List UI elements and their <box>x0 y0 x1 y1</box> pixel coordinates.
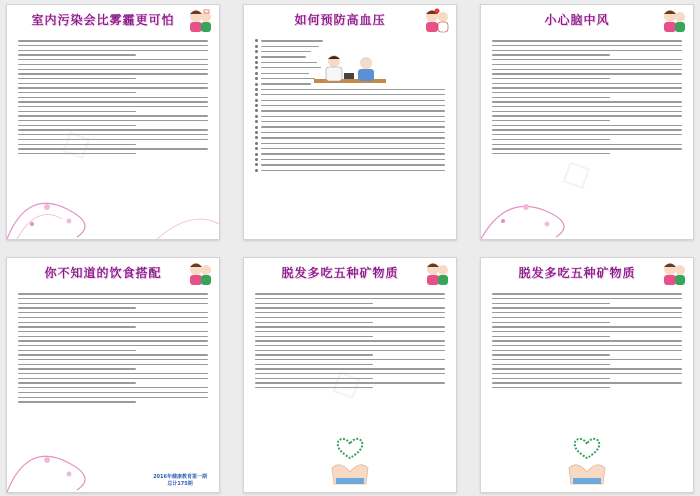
article-body <box>492 290 682 436</box>
article-body <box>255 290 445 436</box>
article-body <box>492 37 682 183</box>
heart-hands-illustration <box>563 428 611 486</box>
issue-footer <box>153 474 207 488</box>
article-body <box>18 290 208 436</box>
panel-title: 如何预防高血压 <box>294 13 386 27</box>
nurse-cartoon-icon <box>424 260 450 286</box>
heart-hands-illustration <box>326 428 374 486</box>
panel-title: 室内污染会比雾霾更可怕 <box>31 13 175 27</box>
panel-title: 脱发多吃五种矿物质 <box>281 266 399 280</box>
poster-panel-hair-loss-minerals <box>243 257 457 493</box>
issue-line-2: 总计175期 <box>167 481 193 487</box>
nurse-cartoon-icon <box>661 7 687 33</box>
nurse-cartoon-icon <box>661 260 687 286</box>
panel-title: 你不知道的饮食搭配 <box>44 266 162 280</box>
article-body <box>18 37 208 183</box>
panel-title: 小心脑中风 <box>544 13 610 27</box>
poster-panel-hair-loss-minerals-2 <box>480 257 694 493</box>
poster-panel-diet-combination <box>6 257 220 493</box>
doctor-patient-illustration <box>304 51 396 97</box>
poster-panel-stroke <box>480 4 694 240</box>
nurse-cartoon-icon <box>187 260 213 286</box>
poster-panel-hypertension <box>243 4 457 240</box>
poster-panel-indoor-pollution <box>6 4 220 240</box>
nurse-cartoon-icon <box>187 7 213 33</box>
panel-title: 脱发多吃五种矿物质 <box>518 266 636 280</box>
nurse-cartoon-icon <box>424 7 450 33</box>
issue-line-1: 2016年健康教育第一期 <box>153 474 207 480</box>
